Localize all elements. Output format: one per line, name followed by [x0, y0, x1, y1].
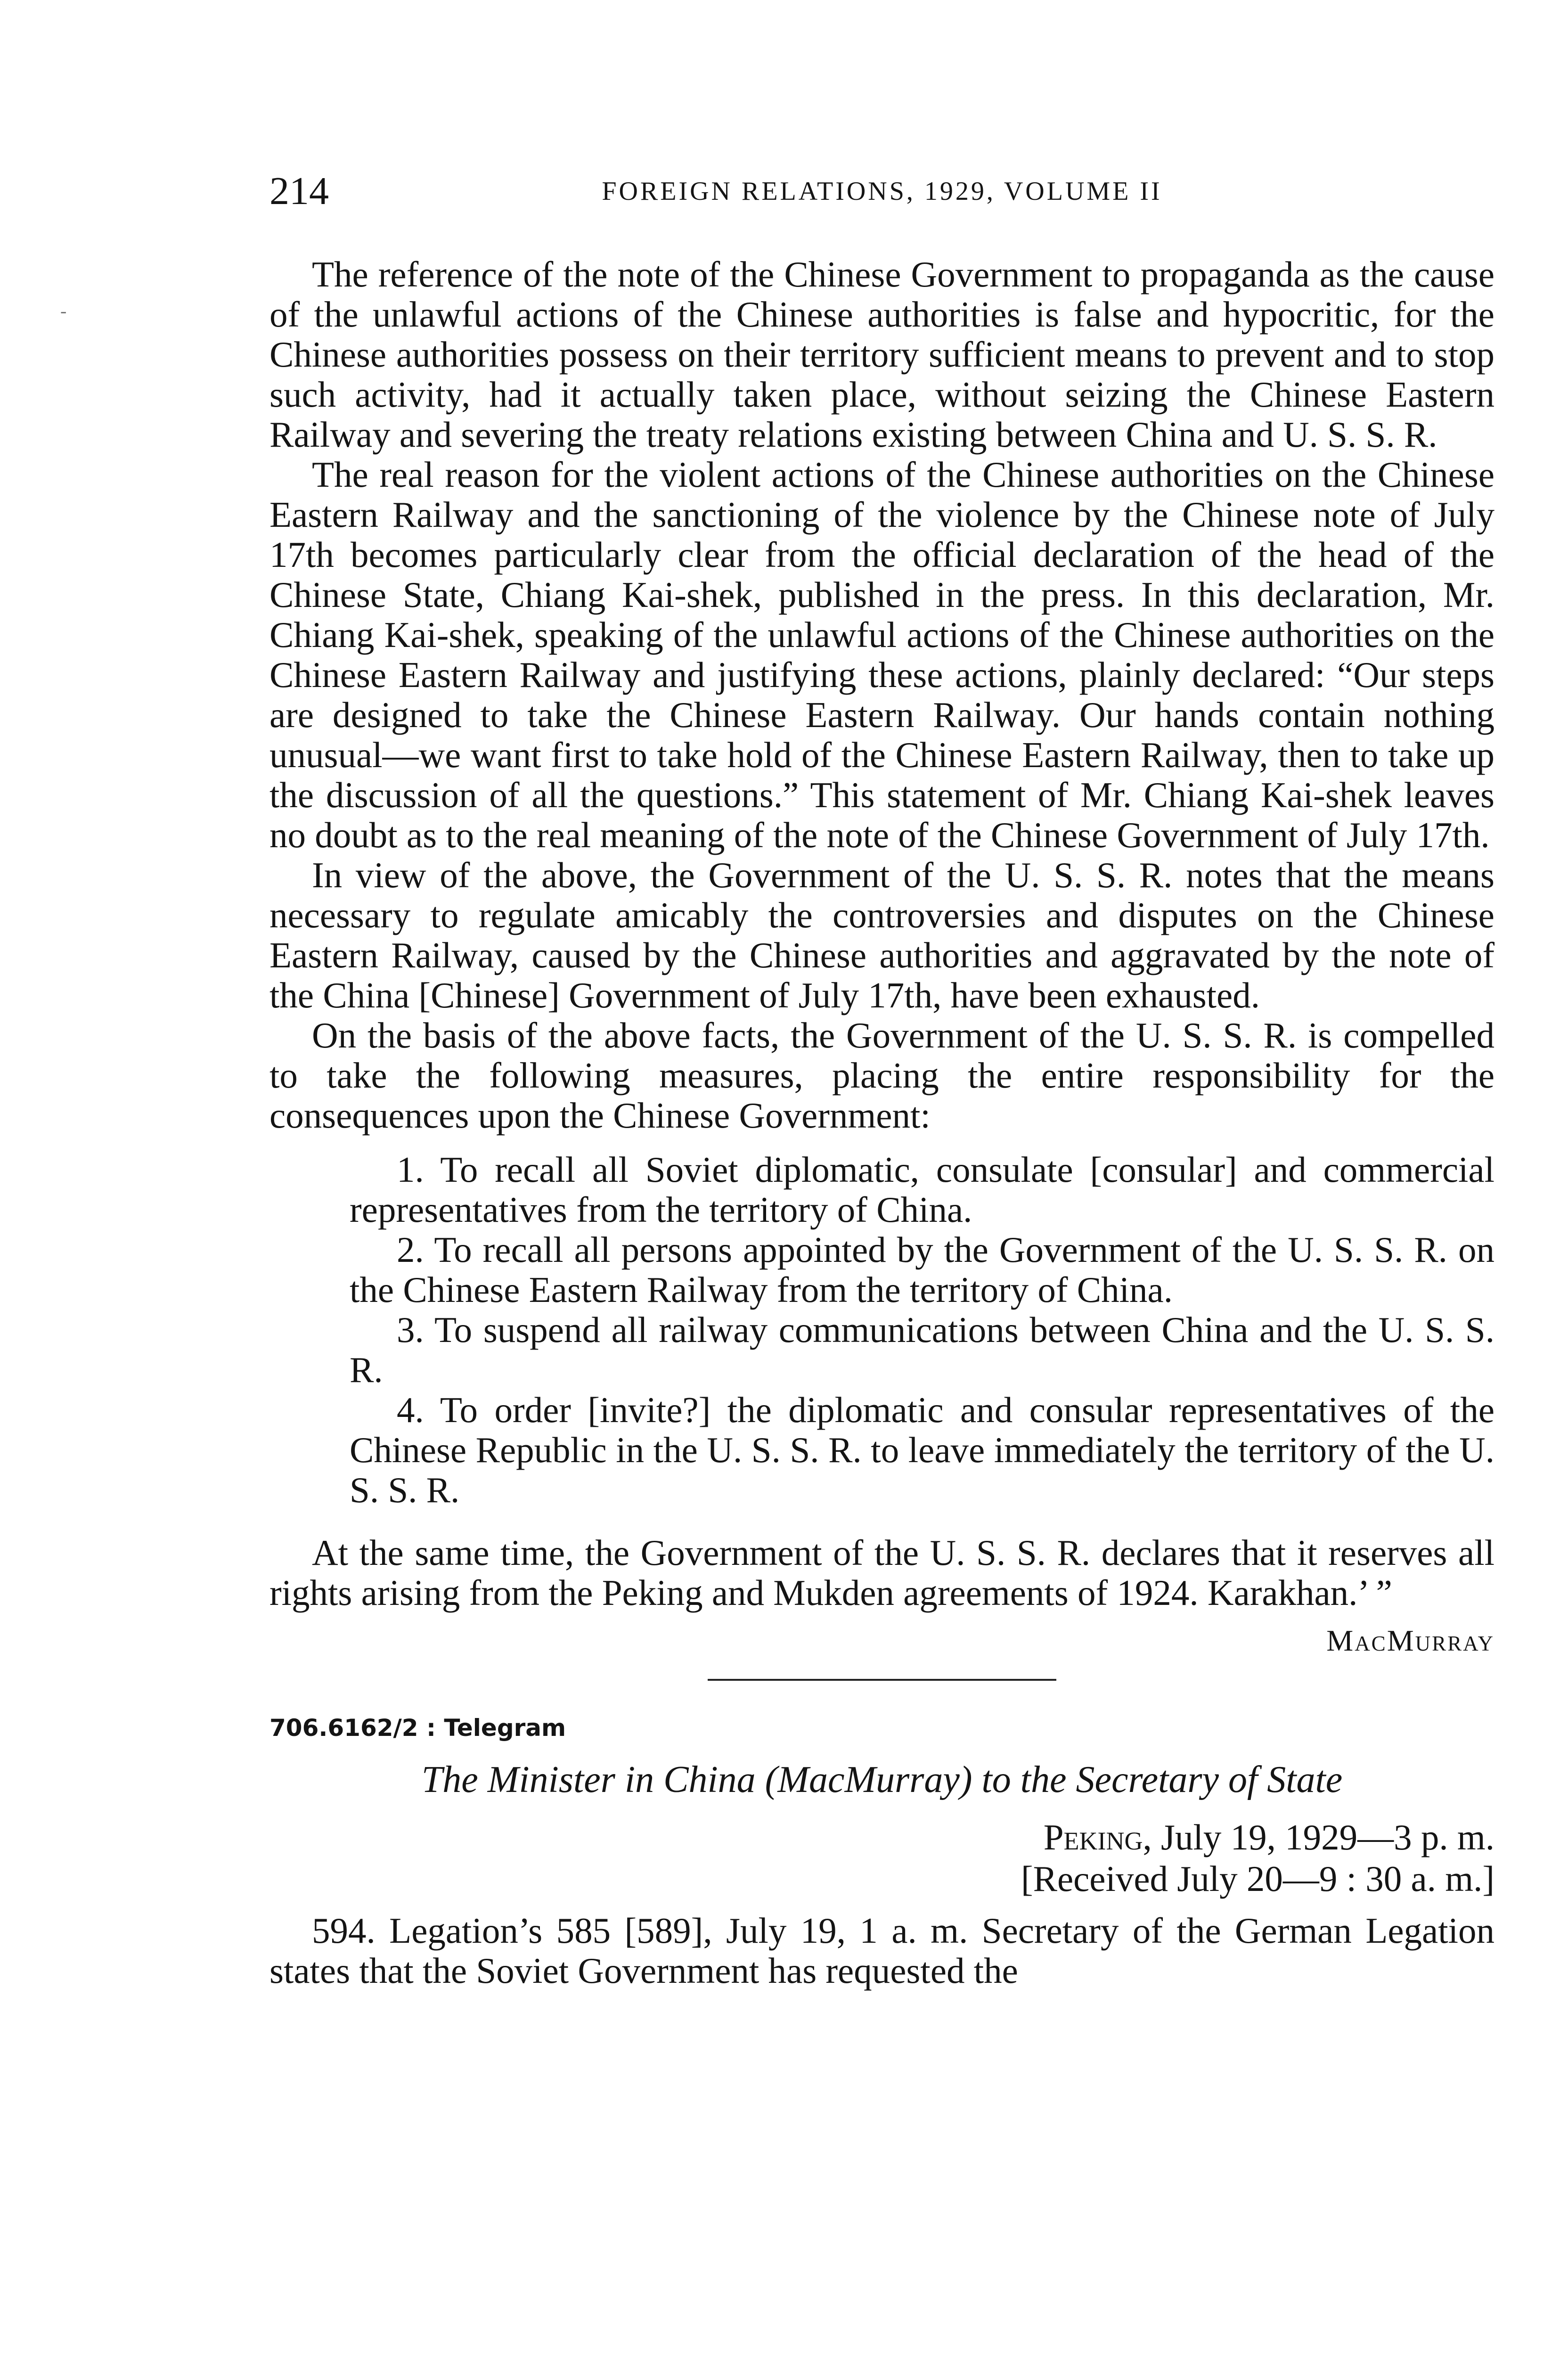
paragraph: The real reason for the violent actions of the Chinese authorities on the Chinese Eastern Railway and the sanctioning of the violence by the Chinese note of July 17th becomes particularly clear from the official declaration of the head of the Chinese State, Chiang Kai-shek, published in the press. In this declaration, Mr. Chiang Kai-shek, speaking of the unlawful actions of the Chinese authorities on the Chinese Eastern Railway and justifying these actions, plainly declared: “Our steps are designed to take the Chinese Eastern Railway. Our hands contain nothing unusual—we want first to take hold of the Chinese Eastern Railway, then to take up the discussion of all the questions.” This statement of Mr. Chiang Kai-shek leaves no doubt as to the real meaning of the note of the Chinese Government of July 17th.	[270, 454, 1494, 855]
document-title: The Minister in China (MacMurray) to the Secretary of State	[421, 1759, 1343, 1800]
section-divider	[270, 1679, 1494, 1681]
file-reference: 706.6162/2 : Telegram	[270, 1714, 566, 1742]
running-head: FOREIGN RELATIONS, 1929, VOLUME II	[602, 177, 1162, 206]
list-item: 4. To order [invite?] the diplomatic and consular representatives of the Chinese Republic in the U. S. S. R. to leave immediately the territory of the U. S. S. R.	[350, 1390, 1494, 1510]
signature: MacMurray	[1326, 1624, 1494, 1657]
measures-list	[270, 1150, 1494, 1510]
divider-rule	[708, 1679, 1056, 1681]
dateline	[270, 1816, 1494, 1858]
list-item: 3. To suspend all railway communications between China and the U. S. S. R.	[350, 1309, 1494, 1390]
paragraph: On the basis of the above facts, the Government of the U. S. S. R. is compelled to take the following measures, placing the entire responsibility for the consequences upon the Chinese Government:	[270, 1015, 1494, 1136]
list-item: 2. To recall all persons appointed by the Government of the U. S. S. R. on the Chinese Eastern Railway from the territory of China.	[350, 1229, 1494, 1310]
received-line: [Received July 20—9 : 30 a. m.]	[1021, 1858, 1494, 1899]
body-text	[270, 254, 1494, 1991]
paragraph: The reference of the note of the Chinese Government to propaganda as the cause of the unlawful actions of the Chinese authorities is false and hypocritic, for the Chinese authorities possess on their territory sufficient means to prevent and to stop such activity, had it actually taken place, without seizing the Chinese Eastern Railway and severing the treaty relations existing between China and U. S. S. R.	[270, 254, 1494, 455]
dateline-date: July 19, 1929—3 p. m.	[1160, 1817, 1494, 1857]
paragraph: In view of the above, the Government of the U. S. S. R. notes that the means necessary to regulate amicably the controversies and disputes on the Chinese Eastern Railway, caused by the Chinese authorities and aggravated by the note of the China [Chinese] Government of July 17th, have been exhausted.	[270, 855, 1494, 1015]
page-header	[270, 168, 1494, 215]
page-number: 214	[270, 169, 329, 213]
margin-mark: -	[60, 300, 67, 321]
closing-paragraph: At the same time, the Government of the U. S. S. R. declares that it reserves all rights arising from the Peking and Mukden agreements of 1924. Karakhan.’ ”	[270, 1532, 1494, 1613]
telegram-body: 594. Legation’s 585 [589], July 19, 1 a. m. Secretary of the German Legation states that the Soviet Government has requested the	[270, 1910, 1494, 1991]
dateline-place: Peking,	[1043, 1817, 1152, 1857]
list-item: 1. To recall all Soviet diplomatic, consulate [consular] and commercial representatives from the territory of China.	[350, 1149, 1494, 1230]
